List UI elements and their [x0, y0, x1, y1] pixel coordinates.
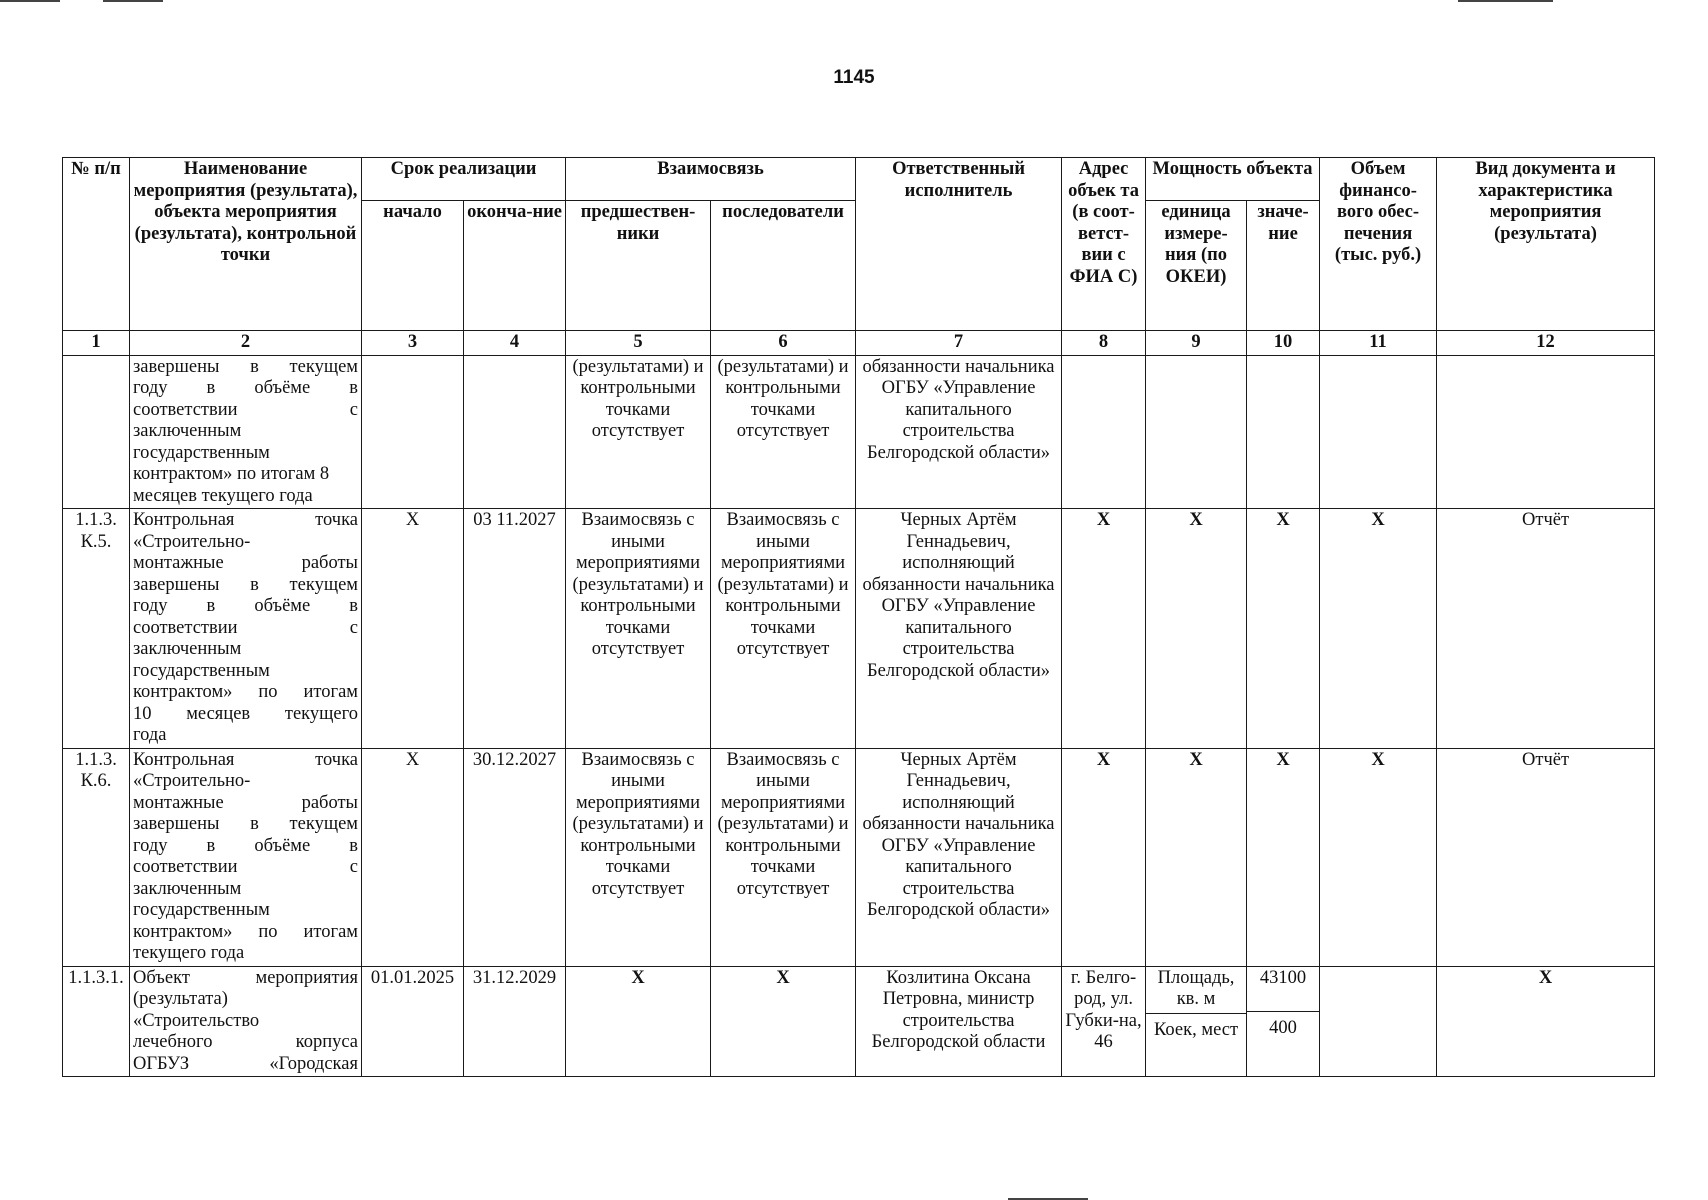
row-start	[362, 355, 464, 509]
row-address	[1062, 355, 1146, 509]
row-name: Контрольная точка «Строительно- монтажные работы завершены в текущем году в объёме в соответствии с заключенным государственным контрактом» по итогам текущего года	[130, 748, 362, 966]
row-finance	[1320, 966, 1437, 1077]
header-relations: Взаимосвязь	[566, 158, 856, 201]
header-unit: единица измере-ния (по ОКЕИ)	[1146, 201, 1247, 331]
header-period: Срок реализации	[362, 158, 566, 201]
table-row	[63, 748, 1655, 966]
col-number: 7	[856, 331, 1062, 356]
header-end: оконча-ние	[464, 201, 566, 331]
table-row	[63, 966, 1655, 1077]
row-predecessors: X	[566, 966, 711, 1077]
col-number: 4	[464, 331, 566, 356]
col-number: 3	[362, 331, 464, 356]
row-start: X	[362, 748, 464, 966]
row-name: Объект мероприятия (результата) «Строительство лечебного корпуса ОГБУЗ «Городская	[130, 966, 362, 1077]
header-finance: Объем финансо-вого обес-печения (тыс. руб.)	[1320, 158, 1437, 331]
row-responsible: обязанности начальника ОГБУ «Управление капитального строительства Белгородской области»	[856, 355, 1062, 509]
value-beds: 400	[1269, 1017, 1297, 1038]
row-unit: X	[1146, 748, 1247, 966]
header-successors: последователи	[711, 201, 856, 331]
unit-beds: Коек, мест	[1154, 1019, 1239, 1040]
col-number: 12	[1437, 331, 1655, 356]
row-name: Контрольная точка «Строительно- монтажные работы завершены в текущем году в объёме в соответствии с заключенным государственным контрактом» по итогам 10 месяцев текущего года	[130, 509, 362, 749]
row-value: X	[1247, 748, 1320, 966]
row-value	[1247, 355, 1320, 509]
row-value: X	[1247, 509, 1320, 749]
row-start: X	[362, 509, 464, 749]
value-area: 43100	[1247, 968, 1319, 1012]
page-number: 1145	[833, 67, 875, 88]
header-predecessors: предшествен-ники	[566, 201, 711, 331]
row-address: г. Белго-род, ул. Губки-на, 46	[1062, 966, 1146, 1077]
col-number: 8	[1062, 331, 1146, 356]
col-number: 1	[63, 331, 130, 356]
col-number: 6	[711, 331, 856, 356]
col-number: 10	[1247, 331, 1320, 356]
row-finance: X	[1320, 748, 1437, 966]
row-finance: X	[1320, 509, 1437, 749]
row-address: X	[1062, 748, 1146, 966]
header-document: Вид документа и характеристика мероприятия (результата)	[1437, 158, 1655, 331]
row-unit	[1146, 966, 1247, 1077]
row-responsible: Черных Артём Геннадьевич, исполняющий обязанности начальника ОГБУ «Управление капитального строительства Белгородской области»	[856, 509, 1062, 749]
col-number: 5	[566, 331, 711, 356]
scan-mark-top-left-2	[103, 0, 163, 2]
col-number: 11	[1320, 331, 1437, 356]
row-end: 03 11.2027	[464, 509, 566, 749]
row-responsible: Черных Артём Геннадьевич, исполняющий обязанности начальника ОГБУ «Управление капитального строительства Белгородской области»	[856, 748, 1062, 966]
row-number: 1.1.3.1.	[63, 966, 130, 1077]
row-end: 31.12.2029	[464, 966, 566, 1077]
col-number: 2	[130, 331, 362, 356]
header-responsible: Ответственный исполнитель	[856, 158, 1062, 331]
header-row-1	[63, 158, 1655, 201]
header-capacity: Мощность объекта	[1146, 158, 1320, 201]
row-number	[63, 355, 130, 509]
row-successors: (результатами) и контрольными точками отсутствует	[711, 355, 856, 509]
row-predecessors: (результатами) и контрольными точками отсутствует	[566, 355, 711, 509]
row-start: 01.01.2025	[362, 966, 464, 1077]
row-address: X	[1062, 509, 1146, 749]
table-row	[63, 355, 1655, 509]
header-start: начало	[362, 201, 464, 331]
scan-mark-top-left	[0, 0, 60, 2]
row-finance	[1320, 355, 1437, 509]
header-value: значе-ние	[1247, 201, 1320, 331]
row-predecessors: Взаимосвязь с иными мероприятиями (результатами) и контрольными точками отсутствует	[566, 509, 711, 749]
unit-area: Площадь, кв. м	[1146, 968, 1246, 1014]
row-value	[1247, 966, 1320, 1077]
row-document: X	[1437, 966, 1655, 1077]
row-name: завершены в текущем году в объёме в соответствии с заключенным государственным контрактом» по итогам 8 месяцев текущего года	[130, 355, 362, 509]
row-document: Отчёт	[1437, 509, 1655, 749]
scan-mark-top-right	[1458, 0, 1553, 2]
row-responsible: Козлитина Оксана Петровна, министр строительства Белгородской области	[856, 966, 1062, 1077]
col-number: 9	[1146, 331, 1247, 356]
row-successors: X	[711, 966, 856, 1077]
row-number: 1.1.3. К.6.	[63, 748, 130, 966]
row-end	[464, 355, 566, 509]
header-name: Наименование мероприятия (результата), объекта мероприятия (результата), контрольной точки	[130, 158, 362, 331]
row-successors: Взаимосвязь с иными мероприятиями (результатами) и контрольными точками отсутствует	[711, 509, 856, 749]
row-unit	[1146, 355, 1247, 509]
row-successors: Взаимосвязь с иными мероприятиями (результатами) и контрольными точками отсутствует	[711, 748, 856, 966]
column-number-row	[63, 331, 1655, 356]
implementation-plan-table	[62, 157, 1655, 1077]
row-end: 30.12.2027	[464, 748, 566, 966]
row-unit: X	[1146, 509, 1247, 749]
row-predecessors: Взаимосвязь с иными мероприятиями (результатами) и контрольными точками отсутствует	[566, 748, 711, 966]
table-row	[63, 509, 1655, 749]
row-document	[1437, 355, 1655, 509]
header-number: № п/п	[63, 158, 130, 331]
header-address: Адрес объек та (в соот-ветст-вии с ФИА С)	[1062, 158, 1146, 331]
row-document: Отчёт	[1437, 748, 1655, 966]
row-number: 1.1.3. К.5.	[63, 509, 130, 749]
